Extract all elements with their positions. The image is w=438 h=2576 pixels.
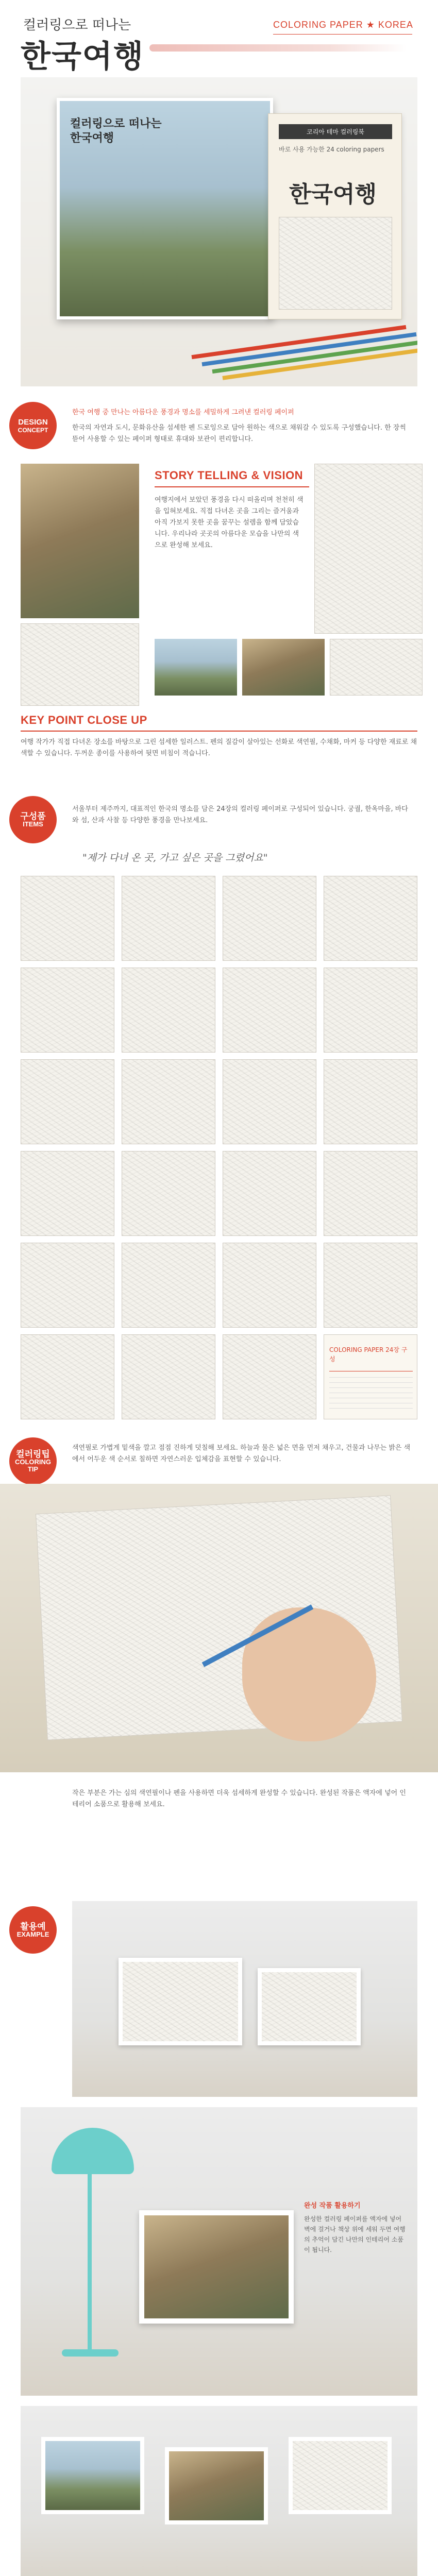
coloring-sheet-grid bbox=[21, 876, 417, 1422]
landscape-photo-2 bbox=[242, 639, 325, 696]
design-concept-text-red: 한국 여행 중 만나는 아름다운 풍경과 명소를 세밀하게 그려낸 컬러링 페이퍼 bbox=[72, 409, 294, 416]
frame-1 bbox=[41, 2437, 144, 2514]
landscape-sketch bbox=[330, 639, 423, 696]
example-photo-lamp bbox=[21, 2107, 417, 2396]
story-rule bbox=[155, 486, 309, 487]
coloring-sheet bbox=[122, 1243, 215, 1328]
brush-stroke bbox=[149, 44, 407, 52]
paper-stack bbox=[268, 113, 402, 319]
coloring-sheet bbox=[21, 1243, 114, 1328]
keypoint-text: 여행 작가가 직접 다녀온 장소를 바탕으로 그린 섬세한 일러스트. 펜의 질감이 살아있는 선화로 색연필, 수채화, 마커 등 다양한 재료로 채색할 수 있습니다. 두꺼운 종이를 사용하여 뒷면 비침이 적습니다. bbox=[21, 738, 417, 757]
coloring-sheet bbox=[324, 1059, 417, 1144]
frame-3 bbox=[289, 2437, 392, 2514]
coloring-sheet bbox=[122, 1334, 215, 1419]
coloring-sheet bbox=[21, 876, 114, 961]
grid-caption: COLORING PAPER 24장 구성 bbox=[329, 1346, 408, 1363]
coloring-sheet bbox=[21, 1059, 114, 1144]
artist-sketching-photo bbox=[21, 464, 139, 618]
items-handwriting: "제가 다녀 온 곳, 가고 싶은 곳을 그렸어요" bbox=[82, 852, 268, 863]
frame-2 bbox=[165, 2447, 268, 2524]
coloring-sheet bbox=[324, 1151, 417, 1236]
hero-image bbox=[21, 77, 417, 386]
coloring-sheet bbox=[122, 1059, 215, 1144]
lamp bbox=[52, 2128, 134, 2174]
stack-note: 바로 사용 가능한 24 coloring papers bbox=[279, 146, 384, 153]
artist-sketchbook-photo bbox=[21, 623, 139, 706]
coloring-sheet bbox=[122, 1151, 215, 1236]
header-subtitle: 컬러링으로 떠나는 bbox=[23, 18, 131, 33]
items-text: 서울부터 제주까지, 대표적인 한국의 명소를 담은 24장의 컬러링 페이퍼로 구성되어 있습니다. 궁궐, 한옥마을, 바다와 섬, 산과 사찰 등 다양한 풍경을 만나보세요. bbox=[72, 805, 408, 824]
coloring-sheet bbox=[21, 968, 114, 1053]
paper-tag: COLORING PAPER ★ KOREA bbox=[273, 20, 413, 30]
design-concept-text: 한국의 자연과 도시, 문화유산을 섬세한 펜 드로잉으로 담아 원하는 색으로 채워갈 수 있도록 구성했습니다. 한 장씩 뜯어 사용할 수 있는 페이퍼 형태로 휴대와 보관이 편리합니다. bbox=[72, 424, 406, 443]
coloring-sheet bbox=[21, 1151, 114, 1236]
example-badge: 활용예 EXAMPLE bbox=[9, 1906, 57, 1954]
coloring-sheet bbox=[223, 1151, 316, 1236]
coloring-sheet bbox=[122, 876, 215, 961]
coloring-sheet bbox=[223, 876, 316, 961]
stack-main-title: 한국여행 bbox=[289, 181, 377, 208]
grid-caption-cell bbox=[324, 1334, 417, 1419]
example-caption-title: 완성 작품 활용하기 bbox=[304, 2202, 361, 2210]
framed-colored-print bbox=[139, 2210, 294, 2324]
coloring-sheet bbox=[223, 1059, 316, 1144]
example-caption-box bbox=[304, 2200, 407, 2255]
design-concept-badge: DESIGN CONCEPT bbox=[9, 402, 57, 449]
story-title: STORY TELLING & VISION bbox=[155, 469, 304, 482]
coloring-sheet bbox=[223, 1334, 316, 1419]
coloring-in-progress-photo bbox=[0, 1484, 438, 1772]
example-photo-frames bbox=[21, 2406, 417, 2576]
framed-print bbox=[119, 1958, 242, 2045]
coloring-sheet bbox=[223, 1243, 316, 1328]
items-badge: 구성품 ITEMS bbox=[9, 796, 57, 843]
coloring-sheet bbox=[324, 1243, 417, 1328]
product-cover bbox=[57, 98, 273, 319]
coloring-tip-text-2: 작은 부분은 가는 심의 색연필이나 펜을 사용하면 더욱 섬세하게 완성할 수 있습니다. 완성된 작품은 액자에 넣어 인테리어 소품으로 활용해 보세요. bbox=[72, 1789, 406, 1808]
story-text: 여행지에서 보았던 풍경을 다시 떠올리며 천천히 색을 입혀보세요. 직접 다녀온 곳을 그리는 즐거움과 아직 가보지 못한 곳을 꿈꾸는 설렘을 함께 담았습니다. 우리나라 곳곳의 아름다운 모습을 나만의 색으로 완성해 보세요. bbox=[155, 496, 304, 549]
header-rule bbox=[273, 34, 412, 35]
keypoint-title: KEY POINT CLOSE UP bbox=[21, 714, 147, 726]
stack-badge: 코리아 테마 컬러링북 bbox=[279, 124, 392, 139]
example-caption-text: 완성한 컬러링 페이퍼를 액자에 넣어 벽에 걸거나 책상 위에 세워 두면 여행의 추억이 담긴 나만의 인테리어 소품이 됩니다. bbox=[304, 2215, 406, 2253]
framed-print-2 bbox=[258, 1968, 361, 2045]
coloring-tip-text: 색연필로 가볍게 밑색을 깔고 점점 진하게 덧칠해 보세요. 하늘과 물은 넓은 면을 먼저 채우고, 건물과 나무는 밝은 색에서 어두운 색 순서로 칠하면 자연스러운 입체감을 표현할 수 있습니다. bbox=[72, 1444, 411, 1463]
coloring-sheet bbox=[21, 1334, 114, 1419]
cover-title: 컬러링으로 떠나는 한국여행 bbox=[70, 117, 162, 145]
coloring-sheet bbox=[122, 968, 215, 1053]
coloring-sheet bbox=[223, 968, 316, 1053]
stack-sketch bbox=[279, 217, 392, 310]
example-photo-desk bbox=[72, 1901, 417, 2097]
coloring-sheet bbox=[324, 968, 417, 1053]
colored-pencils bbox=[191, 335, 417, 371]
landscape-photo-1 bbox=[155, 639, 237, 696]
header-main-title: 한국여행 bbox=[21, 39, 144, 75]
traveler-illustration bbox=[314, 464, 423, 634]
coloring-tip-badge: 컬러링팁 COLORING TIP bbox=[9, 1437, 57, 1485]
keypoint-rule bbox=[21, 731, 417, 732]
coloring-sheet bbox=[324, 876, 417, 961]
